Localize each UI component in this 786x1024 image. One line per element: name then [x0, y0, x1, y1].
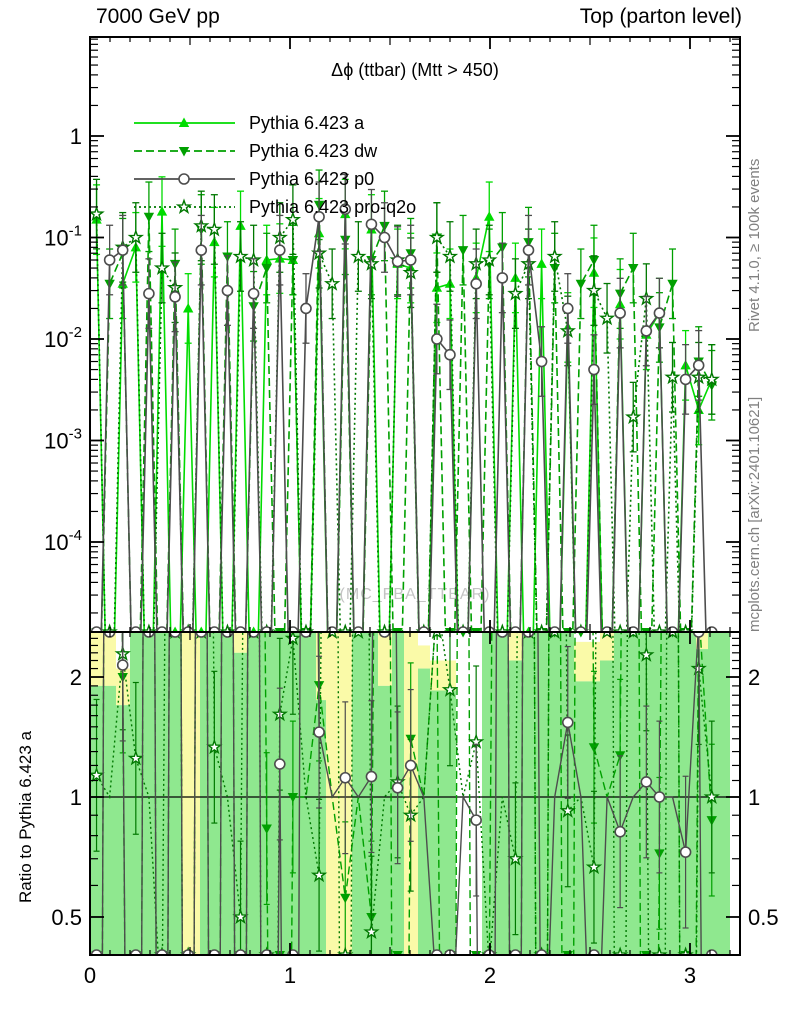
legend-item-pythia-proq2o [132, 193, 416, 221]
legend-sample-line-icon [132, 114, 237, 132]
svg-text:10-4: $10^{-4}$ [44, 527, 82, 555]
observable-title: Δϕ (ttbar) (Mtt > 450) [331, 60, 499, 80]
svg-text:1: 1 [69, 124, 82, 149]
beam-energy-label: 7000 GeV pp [96, 5, 220, 28]
legend-label: Pythia 6.423 pro-q2o [249, 196, 417, 217]
svg-text:10-2: $10^{-2}$ [44, 324, 82, 352]
svg-text:10-3: $10^{-3}$ [44, 425, 82, 454]
svg-text:2: 2 [748, 665, 761, 691]
svg-text:1: 1 [69, 785, 82, 810]
legend-item-pythia-a [132, 109, 416, 137]
svg-text:10-1: $10^{-1}$ [44, 222, 82, 251]
svg-text:1: 1 [283, 963, 297, 988]
svg-text:0.5: 0.5 [748, 904, 779, 930]
process-label: Top (parton level) [579, 5, 742, 28]
svg-text:2: 2 [69, 665, 82, 691]
legend-label: Pythia 6.423 a [249, 112, 365, 133]
legend-sample-line-icon [132, 198, 237, 216]
legend-label: Pythia 6.423 p0 [249, 168, 375, 189]
svg-text:2: 2 [483, 963, 497, 988]
legend-item-pythia-dw [132, 137, 416, 165]
svg-text:0: 0 [83, 963, 97, 988]
legend [132, 109, 416, 221]
legend-sample-line-icon [132, 142, 237, 160]
legend-label: Pythia 6.423 dw [249, 140, 378, 161]
legend-sample-line-icon [132, 170, 237, 188]
svg-text:3: 3 [683, 963, 697, 988]
rivet-version-caption: Rivet 4.1.0, ≥ 100k events [746, 158, 763, 332]
mcplots-arxiv-caption: mcplots.cern.ch [arXiv:2401.10621] [746, 396, 763, 632]
svg-text:1: 1 [748, 785, 761, 810]
watermark-text: (MC_FBA_TTBAR) [339, 586, 491, 603]
legend-item-pythia-p0 [132, 165, 416, 193]
ratio-axis-title: Ratio to Pythia 6.423 a [16, 730, 35, 903]
svg-text:0.5: 0.5 [51, 904, 82, 930]
